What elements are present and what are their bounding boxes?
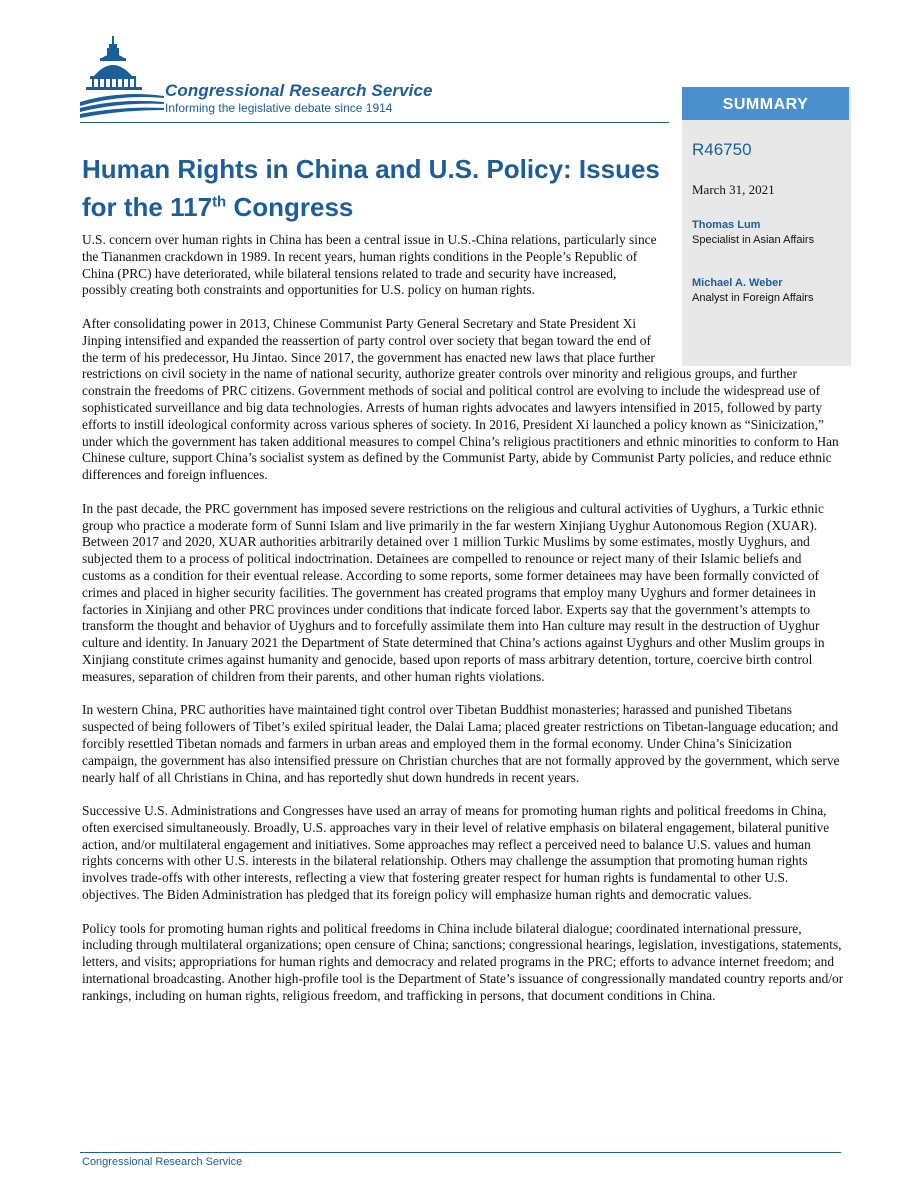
author-name: Michael A. Weber <box>692 277 783 289</box>
report-date: March 31, 2021 <box>692 182 775 197</box>
org-name: Congressional Research Service <box>165 81 433 100</box>
summary-paragraph: After consolidating power in 2013, Chinese Communist Party General Secretary and State President Xi Jinping intensified and expanded the reassertion of party control over society that began toward the end of the term of his predecessor, Hu Jintao. Since 2017, the government has enacted new laws that place further restrictions on civil society in the name of national security, authorize greater controls over minority and religious groups, and further constrain the freedoms of PRC citizens. Government methods of social and political control are evolving to include the widespread use of sophisticated surveillance and big data technologies. Arrests of human rights advocates and lawyers intensified in 2015, followed by party efforts to instill ideological conformity across various spheres of society. In 2016, President Xi launched a policy known as “Sinicization,” under which the government has taken additional measures to compel China’s religious practitioners and ethnic minorities to conform to Han Chinese culture, support China’s socialist system as defined by the Communist Party, abide by Communist Party policies, and reduce ethnic differences and foreign influences. <box>82 315 839 483</box>
summary-banner: SUMMARY <box>682 87 851 120</box>
summary-paragraph: In western China, PRC authorities have maintained tight control over Tibetan Buddhist monasteries; harassed and punished Tibetans suspected of being followers of Tibet’s exiled spiritual leader, the Dalai Lama; placed greater restrictions on Tibetan-language education; and forcibly resettled Tibetan nomads and farmers in urban areas and employed them in the formal economy. Under China’s Sinicization campaign, the government has also intensified pressure on Christian churches that are not formally approved by the government, which serve nearly half of all Christians in China, and has reportedly shut down hundreds in recent years. <box>82 702 840 785</box>
report-number: R46750 <box>692 140 752 159</box>
footer-org-name: Congressional Research Service <box>82 1156 243 1168</box>
summary-body <box>82 232 844 1021</box>
crs-logo-text <box>165 82 433 115</box>
header-divider <box>80 122 669 123</box>
footer-divider <box>80 1152 841 1153</box>
author-role: Analyst in Foreign Affairs <box>692 292 814 304</box>
report-title <box>82 150 662 226</box>
title-superscript: th <box>212 193 227 211</box>
title-main: Human Rights in China and U.S. Policy: Issues for the 117 <box>82 154 660 222</box>
org-tagline: Informing the legislative debate since 1914 <box>165 101 393 115</box>
author-name: Thomas Lum <box>692 219 761 231</box>
sidebar-wrap-spacer <box>664 232 844 360</box>
summary-paragraph: Policy tools for promoting human rights and political freedoms in China include bilateral dialogue; coordinated international pressure, including through multilateral organizations; open censure of China; sanctions; congressional hearings, legislation, investigations, statements, letters, and visits; appropriations for human rights and democracy and related programs in the PRC; efforts to advance internet freedom; and international broadcasting. Another high-profile tool is the Department of State’s issuance of congressionally mandated country reports and/or rankings, including on human rights, religious freedom, and trafficking in persons, that document conditions in China. <box>82 920 844 1003</box>
summary-paragraph: Successive U.S. Administrations and Congresses have used an array of means for promoting human rights and political freedoms in China, often exercised simultaneously. Broadly, U.S. approaches vary in their level of relative emphasis on bilateral engagement, bilateral punitive action, and/or multilateral engagement and initiatives. Some approaches may reflect a perceived need to balance U.S. values and human rights concerns with other U.S. interests in the bilateral relationship. Others may challenge the assumption that promoting human rights involves trade-offs with other interests, reflecting a view that fostering greater respect for human rights is fundamental to other U.S. objectives. The Biden Administration has pledged that its foreign policy will emphasize human rights and democratic values. <box>82 803 830 903</box>
summary-paragraph: In the past decade, the PRC government has imposed severe restrictions on the religious and cultural activities of Uyghurs, a Turkic ethnic group who practice a moderate form of Sunni Islam and live primarily in the far western Xinjiang Uyghur Autonomous Region (XUAR). Between 2017 and 2020, XUAR authorities arbitrarily detained over 1 million Turkic Muslims by some estimates, mostly Uyghurs, and subjected them to a process of political indoctrination. Detainees are compelled to renounce or reject many of their Islamic beliefs and customs as a condition for their eventual release. According to some reports, some former detainees may have been formally convicted of crimes and placed in higher security facilities. The government has created programs that employ many Uyghurs and former detainees in factories in Xinjiang and other PRC provinces under conditions that indicate forced labor. Experts say that the government’s attempts to transform the thought and behavior of Uyghurs and to forcefully assimilate them into Han culture may result in the destruction of Uyghur culture and identity. In January 2021 the Department of State determined that China’s actions against Uyghurs and other Muslim groups in Xinjiang constitute crimes against humanity and genocide, based upon reports of mass arbitrary detention, torture, coercive birth control measures, separation of children from their parents, and other human rights violations. <box>82 500 825 684</box>
author-role: Specialist in Asian Affairs <box>692 234 815 246</box>
summary-paragraph: U.S. concern over human rights in China has been a central issue in U.S.-China relations, particularly since the Tiananmen crackdown in 1989. In recent years, human rights conditions in the People’s Republic of China (PRC) have deteriorated, while bilateral tensions related to trade and security have increased, possibly creating both constraints and opportunities for U.S. policy on human rights. <box>82 232 657 298</box>
title-end: Congress <box>226 192 354 222</box>
crs-capitol-logo <box>80 36 164 120</box>
